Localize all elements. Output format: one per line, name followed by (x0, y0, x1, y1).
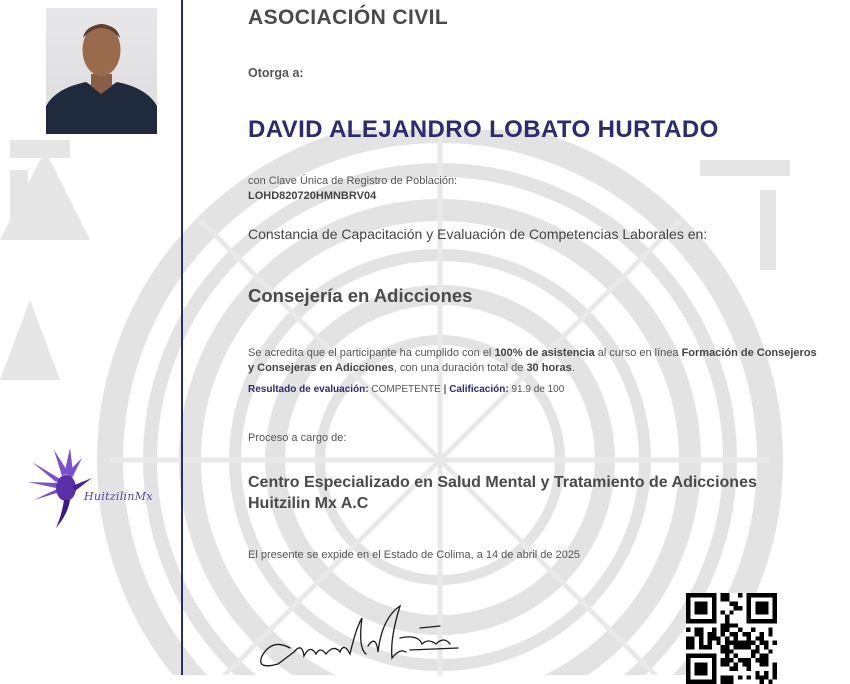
vertical-divider (181, 0, 183, 675)
grade-label: Calificación: (449, 384, 509, 395)
signature (250, 598, 480, 675)
course-title: Consejería en Adicciones (248, 285, 473, 306)
certificate-type: Constancia de Capacitación y Evaluación de Competencias Laborales en: (248, 226, 708, 242)
recipient-photo (46, 8, 157, 134)
accreditation-text: . (571, 361, 575, 374)
curp-label: con Clave Única de Registro de Población: (248, 175, 458, 187)
evaluation-line (248, 384, 564, 395)
accreditation-text: al curso en línea (594, 347, 682, 359)
recipient-name: DAVID ALEJANDRO LOBATO HURTADO (248, 116, 719, 143)
issue-line: El presente se expide en el Estado de Colima, a 14 de abril de 2025 (248, 549, 581, 561)
accreditation-text: Se acredita que el participante ha cumplido con el (248, 347, 495, 359)
curp-value: LOHD820720HMNBRV04 (248, 190, 377, 202)
process-label: Proceso a cargo de: (248, 432, 347, 444)
center-name: Centro Especializado en Salud Mental y Tratamiento de Adicciones Huitzilin Mx A.C (248, 474, 757, 512)
grade-value: 91.9 de 100 (511, 384, 565, 395)
org-title: ASOCIACIÓN CIVIL (248, 6, 449, 29)
qr-code[interactable] (686, 593, 777, 684)
course-full-name: Formación de Consejeros y Consejeras en Adicciones (248, 347, 817, 374)
grant-label: Otorga a: (248, 66, 304, 80)
duration-value: 30 horas (526, 361, 572, 374)
result-value: COMPETENTE (371, 384, 441, 395)
accreditation-text: , con una duración total de (393, 361, 527, 374)
accreditation-paragraph (248, 346, 823, 375)
hummingbird-icon (26, 448, 158, 530)
result-label: Resultado de evaluación: (248, 384, 369, 395)
attendance-value: 100% de asistencia (494, 347, 595, 359)
eval-separator: | (443, 384, 447, 395)
logo-wordmark: HuitzilinMx (84, 490, 153, 503)
